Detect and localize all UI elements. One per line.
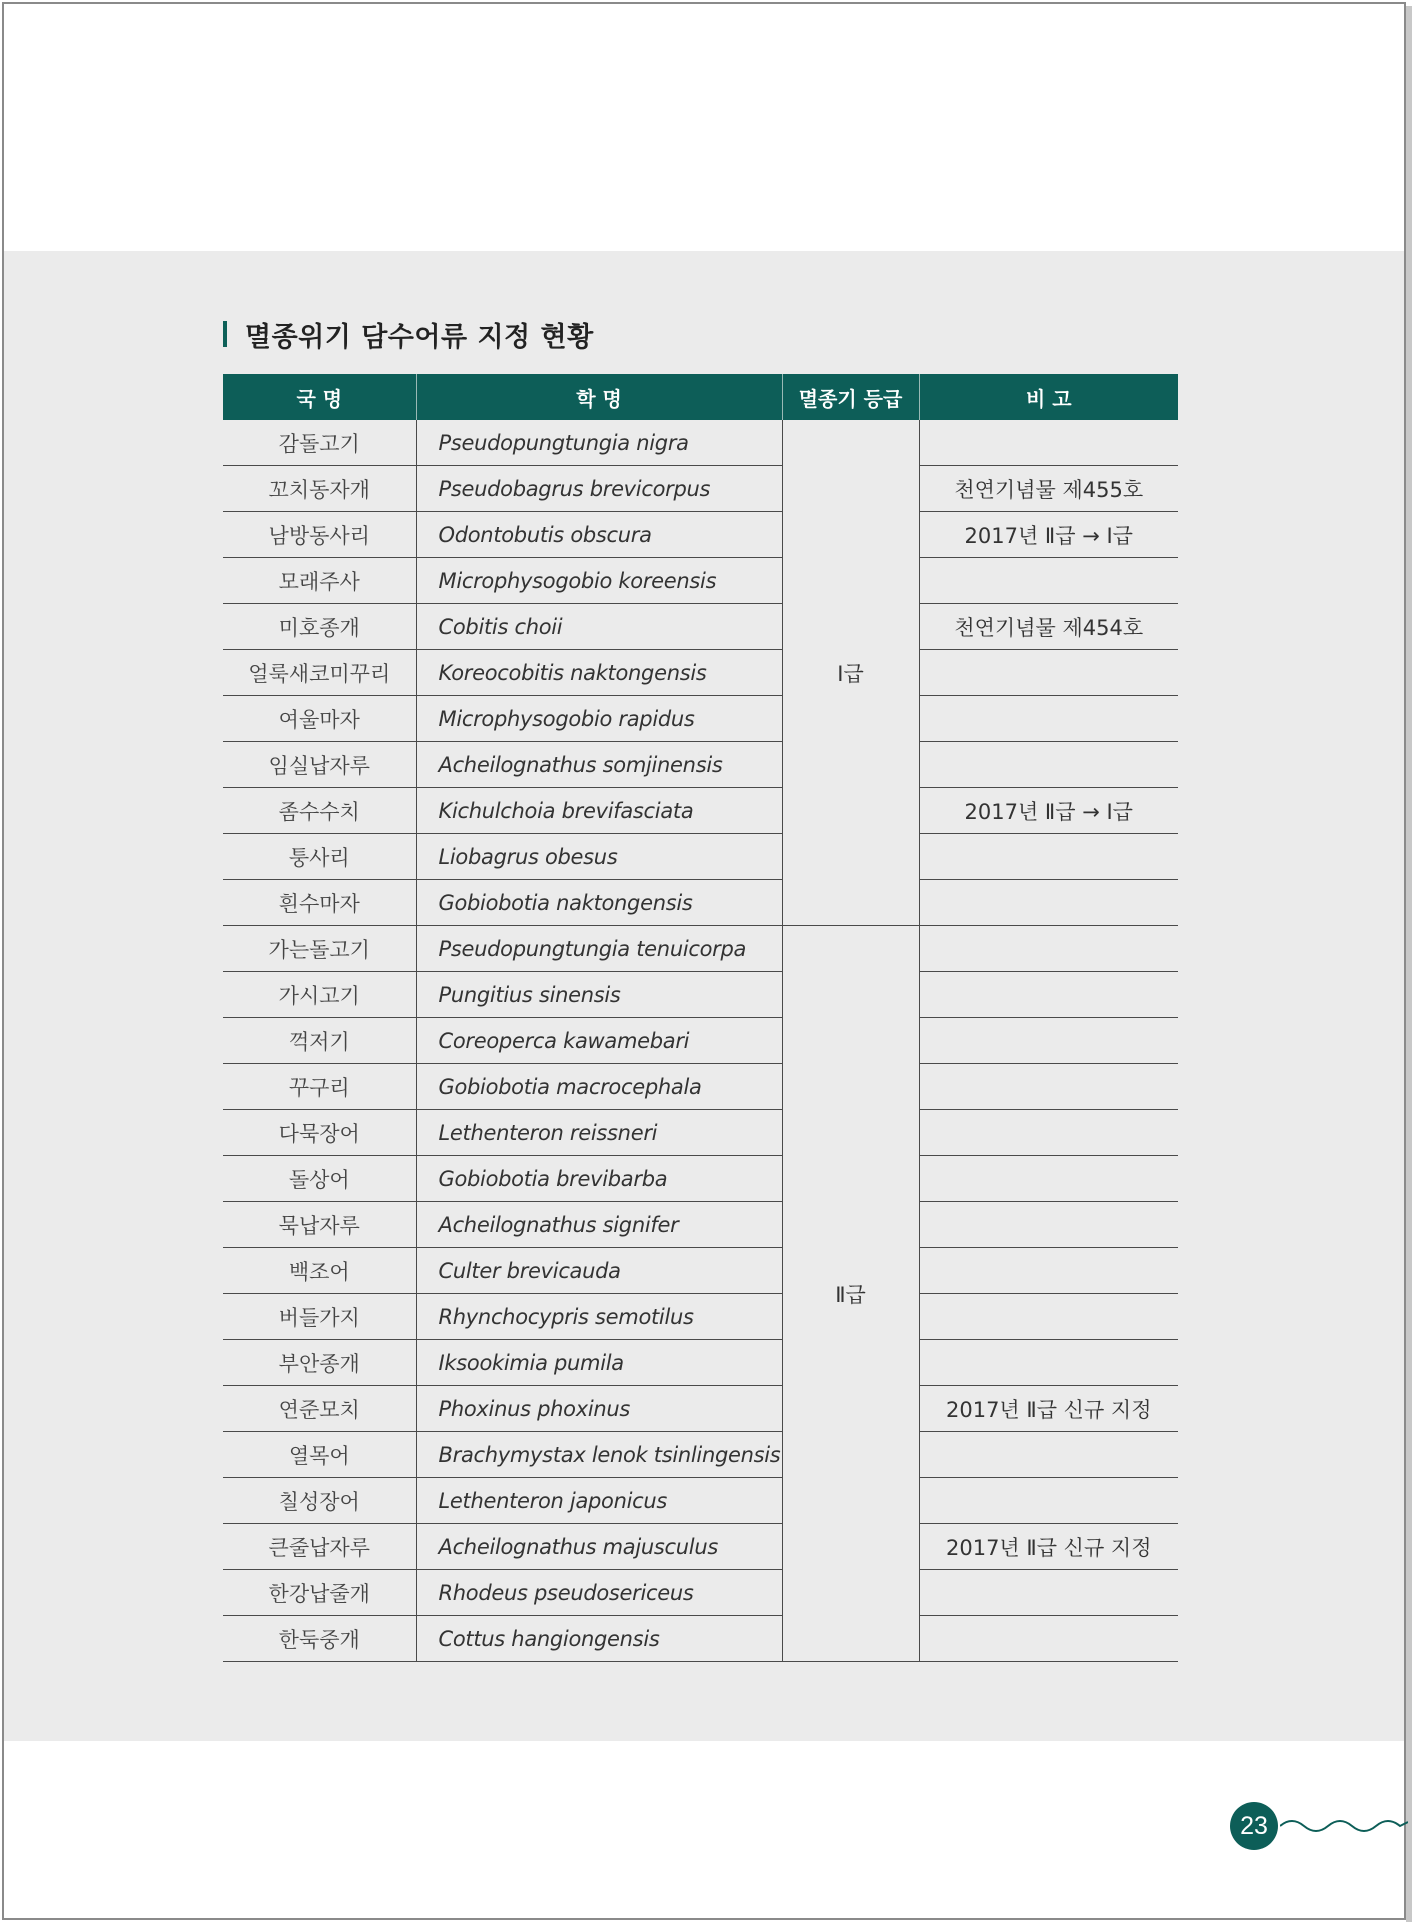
scientific-name-cell: Liobagrus obesus (416, 834, 782, 880)
grade-1-cell: Ⅰ급 (782, 420, 919, 926)
table-row (223, 788, 1178, 834)
header-note: 비 고 (919, 374, 1178, 420)
note-cell: 2017년 Ⅱ급 → Ⅰ급 (919, 512, 1178, 558)
scientific-name-cell: Lethenteron japonicus (416, 1478, 782, 1524)
table-row (223, 1294, 1178, 1340)
scientific-name-cell: Pungitius sinensis (416, 972, 782, 1018)
wave-decoration (1280, 1812, 1408, 1838)
note-cell (919, 834, 1178, 880)
species-table (223, 374, 1178, 1662)
scientific-name-cell: Gobiobotia brevibarba (416, 1156, 782, 1202)
korean-name-cell: 칠성장어 (223, 1478, 416, 1524)
korean-name-cell: 남방동사리 (223, 512, 416, 558)
grade-2-cell: Ⅱ급 (782, 926, 919, 1662)
korean-name-cell: 좀수수치 (223, 788, 416, 834)
table-row (223, 1524, 1178, 1570)
korean-name-cell: 가는돌고기 (223, 926, 416, 972)
table-row (223, 558, 1178, 604)
korean-name-cell: 미호종개 (223, 604, 416, 650)
table-row (223, 512, 1178, 558)
note-cell (919, 1616, 1178, 1662)
note-cell (919, 1570, 1178, 1616)
table-row (223, 1616, 1178, 1662)
table-row (223, 742, 1178, 788)
table-row (223, 420, 1178, 466)
note-cell: 천연기념물 제455호 (919, 466, 1178, 512)
title-accent-bar (223, 321, 227, 347)
korean-name-cell: 열목어 (223, 1432, 416, 1478)
scientific-name-cell: Pseudopungtungia tenuicorpa (416, 926, 782, 972)
scientific-name-cell: Pseudopungtungia nigra (416, 420, 782, 466)
table-row (223, 834, 1178, 880)
page-shadow (1406, 6, 1412, 1922)
scientific-name-cell: Odontobutis obscura (416, 512, 782, 558)
korean-name-cell: 감돌고기 (223, 420, 416, 466)
note-cell (919, 650, 1178, 696)
korean-name-cell: 한둑중개 (223, 1616, 416, 1662)
korean-name-cell: 다묵장어 (223, 1110, 416, 1156)
korean-name-cell: 버들가지 (223, 1294, 416, 1340)
note-cell: 2017년 Ⅱ급 신규 지정 (919, 1386, 1178, 1432)
note-cell (919, 558, 1178, 604)
scientific-name-cell: Cobitis choii (416, 604, 782, 650)
table-row (223, 466, 1178, 512)
table-row (223, 1570, 1178, 1616)
scientific-name-cell: Kichulchoia brevifasciata (416, 788, 782, 834)
scientific-name-cell: Microphysogobio rapidus (416, 696, 782, 742)
korean-name-cell: 꾸구리 (223, 1064, 416, 1110)
scientific-name-cell: Iksookimia pumila (416, 1340, 782, 1386)
table-row (223, 1340, 1178, 1386)
scientific-name-cell: Rhynchocypris semotilus (416, 1294, 782, 1340)
scientific-name-cell: Rhodeus pseudosericeus (416, 1570, 782, 1616)
korean-name-cell: 한강납줄개 (223, 1570, 416, 1616)
note-cell (919, 696, 1178, 742)
header-scientific-name: 학 명 (416, 374, 782, 420)
table-row (223, 926, 1178, 972)
note-cell (919, 1064, 1178, 1110)
scientific-name-cell: Brachymystax lenok tsinlingensis (416, 1432, 782, 1478)
page-number: 23 (1230, 1802, 1278, 1850)
korean-name-cell: 모래주사 (223, 558, 416, 604)
note-cell (919, 1294, 1178, 1340)
korean-name-cell: 백조어 (223, 1248, 416, 1294)
table-body (223, 420, 1178, 1662)
note-cell (919, 1248, 1178, 1294)
korean-name-cell: 꺽저기 (223, 1018, 416, 1064)
note-cell (919, 1110, 1178, 1156)
section-title-text: 멸종위기 담수어류 지정 현황 (245, 321, 594, 353)
note-cell (919, 926, 1178, 972)
note-cell (919, 1432, 1178, 1478)
korean-name-cell: 묵납자루 (223, 1202, 416, 1248)
korean-name-cell: 얼룩새코미꾸리 (223, 650, 416, 696)
table-row (223, 1110, 1178, 1156)
scientific-name-cell: Lethenteron reissneri (416, 1110, 782, 1156)
table-row (223, 1018, 1178, 1064)
scientific-name-cell: Culter brevicauda (416, 1248, 782, 1294)
korean-name-cell: 돌상어 (223, 1156, 416, 1202)
note-cell (919, 1340, 1178, 1386)
table-row (223, 696, 1178, 742)
korean-name-cell: 여울마자 (223, 696, 416, 742)
scientific-name-cell: Coreoperca kawamebari (416, 1018, 782, 1064)
note-cell: 천연기념물 제454호 (919, 604, 1178, 650)
korean-name-cell: 꼬치동자개 (223, 466, 416, 512)
note-cell (919, 1018, 1178, 1064)
korean-name-cell: 가시고기 (223, 972, 416, 1018)
scientific-name-cell: Acheilognathus majusculus (416, 1524, 782, 1570)
note-cell (919, 1156, 1178, 1202)
scientific-name-cell: Acheilognathus signifer (416, 1202, 782, 1248)
table-row (223, 1202, 1178, 1248)
scientific-name-cell: Microphysogobio koreensis (416, 558, 782, 604)
korean-name-cell: 큰줄납자루 (223, 1524, 416, 1570)
scientific-name-cell: Gobiobotia naktongensis (416, 880, 782, 926)
korean-name-cell: 임실납자루 (223, 742, 416, 788)
table-header-row (223, 374, 1178, 420)
section-title (223, 314, 594, 354)
note-cell (919, 420, 1178, 466)
korean-name-cell: 부안종개 (223, 1340, 416, 1386)
note-cell (919, 1478, 1178, 1524)
table-row (223, 1064, 1178, 1110)
korean-name-cell: 퉁사리 (223, 834, 416, 880)
header-korean-name: 국 명 (223, 374, 416, 420)
scientific-name-cell: Koreocobitis naktongensis (416, 650, 782, 696)
scientific-name-cell: Cottus hangiongensis (416, 1616, 782, 1662)
note-cell (919, 742, 1178, 788)
korean-name-cell: 흰수마자 (223, 880, 416, 926)
scientific-name-cell: Gobiobotia macrocephala (416, 1064, 782, 1110)
table-row (223, 1248, 1178, 1294)
table-row (223, 1432, 1178, 1478)
note-cell (919, 972, 1178, 1018)
table-row (223, 650, 1178, 696)
table-row (223, 604, 1178, 650)
note-cell (919, 1202, 1178, 1248)
header-grade: 멸종기 등급 (782, 374, 919, 420)
table-row (223, 1478, 1178, 1524)
korean-name-cell: 연준모치 (223, 1386, 416, 1432)
table-row (223, 880, 1178, 926)
scientific-name-cell: Acheilognathus somjinensis (416, 742, 782, 788)
note-cell (919, 880, 1178, 926)
note-cell: 2017년 Ⅱ급 신규 지정 (919, 1524, 1178, 1570)
note-cell: 2017년 Ⅱ급 → Ⅰ급 (919, 788, 1178, 834)
table-row (223, 1156, 1178, 1202)
table-row (223, 972, 1178, 1018)
scientific-name-cell: Phoxinus phoxinus (416, 1386, 782, 1432)
scientific-name-cell: Pseudobagrus brevicorpus (416, 466, 782, 512)
table-row (223, 1386, 1178, 1432)
